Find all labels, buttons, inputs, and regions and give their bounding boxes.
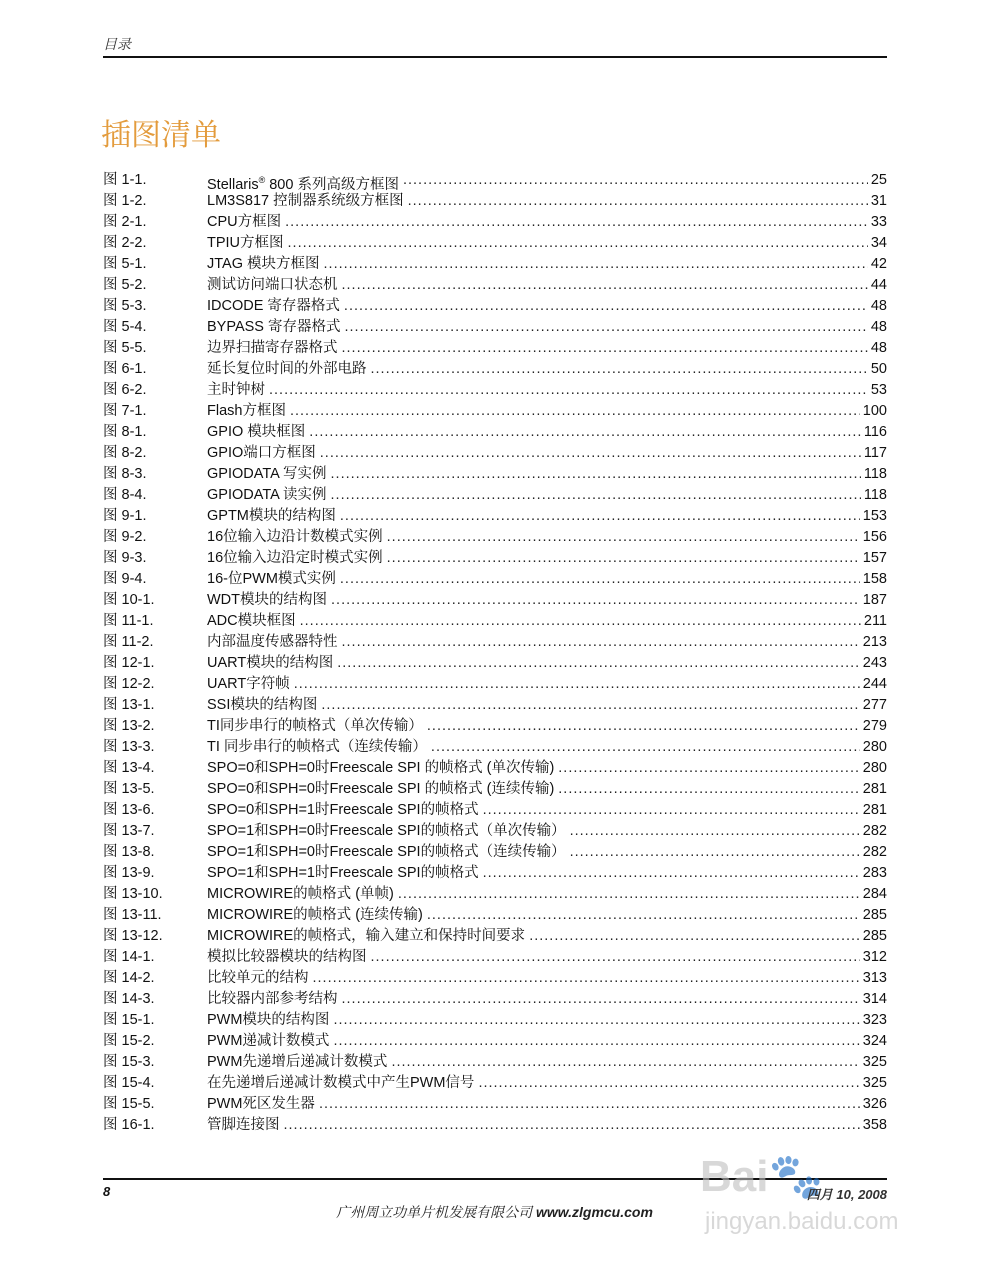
figure-page: 153 (862, 508, 887, 524)
figure-title (207, 842, 570, 863)
figure-entry[interactable] (103, 485, 887, 506)
figure-title-text: Stellaris (207, 176, 259, 193)
figure-entry[interactable] (103, 989, 887, 1010)
figure-title-text: 边界扫描寄存器格式 (207, 340, 338, 356)
figure-page: 324 (862, 1033, 887, 1049)
dot-leader (558, 779, 860, 800)
figure-number: 图 13-8. (103, 844, 155, 860)
dot-leader (342, 989, 860, 1010)
figure-title (207, 800, 483, 821)
figure-title (207, 590, 331, 611)
figure-title-text: Flash方框图 (207, 403, 286, 419)
figure-number: 图 9-1. (103, 508, 147, 524)
dot-leader (558, 758, 860, 779)
dot-leader (340, 569, 860, 590)
figure-entry[interactable] (103, 947, 887, 968)
figure-number: 图 15-2. (103, 1033, 155, 1049)
figure-title (207, 758, 558, 779)
figure-number: 图 1-2. (103, 193, 147, 209)
figure-title-text: 比较单元的结构 (207, 970, 309, 986)
figure-entry[interactable] (103, 422, 887, 443)
figure-number: 图 15-5. (103, 1096, 155, 1112)
figure-list (103, 170, 887, 1136)
figure-number: 图 5-2. (103, 277, 147, 293)
dot-leader (478, 1073, 859, 1094)
figure-title (207, 1073, 478, 1094)
figure-title (207, 548, 387, 569)
figure-title-text: 在先递增后递减计数模式中产生PWM信号 (207, 1075, 475, 1091)
figure-number: 图 5-3. (103, 298, 147, 314)
figure-page: 358 (862, 1117, 887, 1133)
figure-title-text: SPO=0和SPH=0时Freescale SPI 的帧格式 (单次传输) (207, 760, 555, 776)
figure-title (207, 275, 342, 296)
page-number: 8 (103, 1184, 111, 1199)
dot-leader (387, 527, 860, 548)
figure-number: 图 13-12. (103, 928, 163, 944)
figure-page: 326 (862, 1096, 887, 1112)
figure-title (207, 716, 427, 737)
figure-title (207, 422, 309, 443)
header-rule (103, 56, 887, 58)
dot-leader (333, 1031, 859, 1052)
figure-title-text: SPO=0和SPH=1时Freescale SPI的帧格式 (207, 802, 479, 818)
figure-number: 图 12-2. (103, 676, 155, 692)
figure-title-text: SSI模块的结构图 (207, 697, 318, 713)
figure-number: 图 13-2. (103, 718, 155, 734)
figure-title (207, 737, 431, 758)
figure-page: 280 (862, 739, 887, 755)
dot-leader (294, 674, 860, 695)
figure-number: 图 6-1. (103, 361, 147, 377)
figure-title (207, 191, 408, 212)
dot-leader (403, 170, 868, 191)
dot-leader (337, 653, 860, 674)
figure-title-text: 测试访问端口状态机 (207, 277, 338, 293)
figure-page: 282 (862, 823, 887, 839)
figure-entry[interactable] (103, 737, 887, 758)
figure-number: 图 16-1. (103, 1117, 155, 1133)
figure-title-text: SPO=0和SPH=0时Freescale SPI 的帧格式 (连续传输) (207, 781, 555, 797)
figure-title (207, 233, 288, 254)
dot-leader (427, 716, 860, 737)
figure-page: 244 (862, 676, 887, 692)
figure-page: 280 (862, 760, 887, 776)
figure-entry[interactable] (103, 863, 887, 884)
figure-title (207, 611, 300, 632)
figure-page: 277 (862, 697, 887, 713)
figure-entry[interactable] (103, 779, 887, 800)
figure-entry[interactable] (103, 506, 887, 527)
figure-entry[interactable] (103, 527, 887, 548)
figure-title-text: MICROWIRE的帧格式 (单帧) (207, 886, 394, 902)
figure-title-text: BYPASS 寄存器格式 (207, 319, 341, 335)
figure-title-text: IDCODE 寄存器格式 (207, 298, 340, 314)
figure-number: 图 9-2. (103, 529, 147, 545)
figure-title (207, 254, 324, 275)
figure-number: 图 8-3. (103, 466, 147, 482)
dot-leader (324, 254, 868, 275)
figure-title-text: UART字符帧 (207, 676, 290, 692)
figure-page: 243 (862, 655, 887, 671)
figure-page: 281 (862, 781, 887, 797)
figure-number: 图 8-4. (103, 487, 147, 503)
figure-page: 157 (862, 550, 887, 566)
figure-page: 33 (870, 214, 887, 230)
figure-title-text: 管脚连接图 (207, 1117, 280, 1133)
company-url[interactable]: www.zlgmcu.com (535, 1204, 653, 1220)
figure-entry[interactable] (103, 716, 887, 737)
figure-entry[interactable] (103, 842, 887, 863)
figure-entry[interactable] (103, 632, 887, 653)
figure-title (207, 968, 313, 989)
figure-title (207, 779, 558, 800)
figure-page: 313 (862, 970, 887, 986)
figure-title-text: ADC模块框图 (207, 613, 296, 629)
figure-page: 116 (863, 424, 887, 440)
figure-title (207, 1115, 284, 1136)
figure-number: 图 14-3. (103, 991, 155, 1007)
dot-leader (290, 401, 860, 422)
header-section: 目录 (103, 36, 131, 52)
figure-title-text: 16-位PWM模式实例 (207, 571, 336, 587)
figure-title (207, 506, 340, 527)
dot-leader (269, 380, 868, 401)
dot-leader (408, 191, 868, 212)
figure-page: 44 (870, 277, 887, 293)
figure-entry[interactable] (103, 653, 887, 674)
dot-leader (331, 485, 861, 506)
figure-entry[interactable] (103, 1052, 887, 1073)
figure-page: 187 (862, 592, 887, 608)
figure-entry[interactable] (103, 695, 887, 716)
figure-number: 图 10-1. (103, 592, 155, 608)
figure-title-text: PWM模块的结构图 (207, 1012, 330, 1028)
figure-number: 图 8-2. (103, 445, 147, 461)
dot-leader (483, 800, 860, 821)
dot-leader (342, 338, 868, 359)
figure-title-text: MICROWIRE的帧格式，输入建立和保持时间要求 (207, 928, 526, 944)
dot-leader (371, 947, 860, 968)
figure-title-text: TPIU方框图 (207, 235, 284, 251)
figure-page: 117 (863, 445, 887, 461)
figure-entry[interactable] (103, 674, 887, 695)
figure-title-text: 16位输入边沿定时模式实例 (207, 550, 383, 566)
figure-entry[interactable] (103, 884, 887, 905)
dot-leader (529, 926, 860, 947)
figure-page: 48 (870, 319, 887, 335)
dot-leader (342, 632, 860, 653)
figure-title-text: WDT模块的结构图 (207, 592, 328, 608)
figure-title-text: 延长复位时间的外部电路 (207, 361, 367, 377)
figure-number: 图 13-10. (103, 886, 163, 902)
figure-entry[interactable] (103, 569, 887, 590)
figure-title (207, 569, 340, 590)
figure-title (207, 947, 371, 968)
figure-title (207, 821, 570, 842)
figure-entry[interactable] (103, 1031, 887, 1052)
figure-title (207, 653, 337, 674)
figure-number: 图 7-1. (103, 403, 147, 419)
footer-company (0, 1202, 989, 1222)
figure-title-text: 16位输入边沿计数模式实例 (207, 529, 383, 545)
figure-entry[interactable] (103, 401, 887, 422)
dot-leader (331, 464, 861, 485)
figure-entry[interactable] (103, 170, 887, 191)
figure-number: 图 9-3. (103, 550, 147, 566)
figure-number: 图 5-1. (103, 256, 147, 272)
figure-title-text: PWM递减计数模式 (207, 1033, 330, 1049)
dot-leader (570, 821, 860, 842)
dot-leader (483, 863, 860, 884)
figure-page: 118 (863, 466, 887, 482)
figure-page: 213 (862, 634, 887, 650)
dot-leader (285, 212, 868, 233)
figure-title-text: 内部温度传感器特性 (207, 634, 338, 650)
figure-title (207, 296, 344, 317)
figure-title (207, 527, 387, 548)
figure-number: 图 15-3. (103, 1054, 155, 1070)
dot-leader (288, 233, 868, 254)
dot-leader (321, 695, 859, 716)
figure-page: 34 (870, 235, 887, 251)
figure-page: 156 (862, 529, 887, 545)
figure-number: 图 15-1. (103, 1012, 155, 1028)
figure-page: 281 (862, 802, 887, 818)
dot-leader (344, 296, 868, 317)
figure-entry[interactable] (103, 212, 887, 233)
dot-leader (371, 359, 868, 380)
figure-title (207, 1031, 333, 1052)
figure-title (207, 317, 344, 338)
dot-leader (342, 275, 868, 296)
figure-page: 312 (862, 949, 887, 965)
figure-title (207, 464, 331, 485)
figure-title-text: JTAG 模块方框图 (207, 256, 320, 272)
figure-title-text: PWM先递增后递减计数模式 (207, 1054, 388, 1070)
watermark-logo: Bai🐾 (700, 1152, 824, 1201)
figure-number: 图 13-7. (103, 823, 155, 839)
figure-title-text: GPIODATA 读实例 (207, 487, 327, 503)
figure-number: 图 1-1. (103, 172, 147, 188)
figure-entry[interactable] (103, 926, 887, 947)
figure-number: 图 6-2. (103, 382, 147, 398)
figure-page: 211 (863, 613, 887, 629)
watermark-url: jingyan.baidu.com (705, 1208, 899, 1235)
dot-leader (398, 884, 860, 905)
figure-title-text: LM3S817 控制器系统级方框图 (207, 193, 404, 209)
figure-title (207, 1094, 319, 1115)
registered-mark: ® (258, 175, 266, 185)
figure-entry[interactable] (103, 338, 887, 359)
figure-page: 53 (870, 382, 887, 398)
figure-page: 158 (862, 571, 887, 587)
figure-number: 图 8-1. (103, 424, 147, 440)
dot-leader (340, 506, 860, 527)
figure-number: 图 13-9. (103, 865, 155, 881)
figure-page: 323 (862, 1012, 887, 1028)
figure-entry[interactable] (103, 359, 887, 380)
figure-number: 图 11-1. (103, 613, 154, 629)
dot-leader (331, 590, 860, 611)
dot-leader (391, 1052, 859, 1073)
figure-page: 283 (862, 865, 887, 881)
figure-title-text: UART模块的结构图 (207, 655, 334, 671)
figure-entry[interactable] (103, 905, 887, 926)
figure-number: 图 5-5. (103, 340, 147, 356)
figure-title-text: SPO=1和SPH=1时Freescale SPI的帧格式 (207, 865, 479, 881)
figure-page: 279 (862, 718, 887, 734)
figure-number: 图 13-6. (103, 802, 155, 818)
dot-leader (284, 1115, 860, 1136)
dot-leader (431, 737, 860, 758)
figure-page: 314 (862, 991, 887, 1007)
dot-leader (387, 548, 860, 569)
figure-number: 图 13-11. (103, 907, 162, 923)
figure-entry[interactable] (103, 1010, 887, 1031)
figure-title-text: GPTM模块的结构图 (207, 508, 336, 524)
figure-title (207, 1010, 333, 1031)
dot-leader (313, 968, 860, 989)
figure-number: 图 11-2. (103, 634, 154, 650)
figure-page: 118 (863, 487, 887, 503)
footer-date: 四月 10, 2008 (806, 1187, 887, 1202)
figure-title-text: SPO=1和SPH=0时Freescale SPI的帧格式（单次传输） (207, 823, 566, 839)
figure-title (207, 338, 342, 359)
figure-title (207, 380, 269, 401)
figure-entry[interactable] (103, 464, 887, 485)
figure-number: 图 13-5. (103, 781, 155, 797)
figure-title-text: CPU方框图 (207, 214, 282, 230)
figure-title (207, 443, 320, 464)
figure-title-text: PWM死区发生器 (207, 1096, 315, 1112)
figure-page: 282 (862, 844, 887, 860)
figure-page: 48 (870, 298, 887, 314)
figure-title-text: GPIODATA 写实例 (207, 466, 327, 482)
dot-leader (319, 1094, 860, 1115)
figure-title-text: SPO=1和SPH=0时Freescale SPI的帧格式（连续传输） (207, 844, 566, 860)
figure-title (207, 863, 483, 884)
figure-entry[interactable] (103, 800, 887, 821)
figure-number: 图 14-1. (103, 949, 155, 965)
figure-title (207, 632, 342, 653)
figure-number: 图 2-2. (103, 235, 147, 251)
figure-title (207, 212, 285, 233)
figure-title (207, 989, 342, 1010)
figure-page: 48 (870, 340, 887, 356)
figure-title-text: 模拟比较器模块的结构图 (207, 949, 367, 965)
figure-entry[interactable] (103, 443, 887, 464)
figure-number: 图 13-4. (103, 760, 155, 776)
figure-title-rest: 800 系列高级方框图 (265, 176, 399, 193)
figure-entry[interactable] (103, 968, 887, 989)
figure-page: 42 (870, 256, 887, 272)
figure-number: 图 14-2. (103, 970, 155, 986)
dot-leader (300, 611, 861, 632)
figure-entry[interactable] (103, 254, 887, 275)
figure-page: 325 (862, 1075, 887, 1091)
figure-title-text: TI同步串行的帧格式（单次传输） (207, 718, 423, 734)
dot-leader (570, 842, 860, 863)
figure-page: 25 (870, 172, 887, 188)
dot-leader (427, 905, 860, 926)
figure-entry[interactable] (103, 1115, 887, 1136)
figure-entry[interactable] (103, 1094, 887, 1115)
figure-entry[interactable] (103, 380, 887, 401)
figure-entry[interactable] (103, 590, 887, 611)
figure-title (207, 170, 403, 191)
figure-title (207, 359, 371, 380)
figure-page: 31 (870, 193, 887, 209)
figure-title-text: MICROWIRE的帧格式 (连续传输) (207, 907, 423, 923)
figure-title-text: GPIO端口方框图 (207, 445, 316, 461)
dot-leader (320, 443, 861, 464)
figure-page: 50 (870, 361, 887, 377)
figure-number: 图 13-1. (103, 697, 155, 713)
figure-entry[interactable] (103, 275, 887, 296)
figure-number: 图 13-3. (103, 739, 155, 755)
figure-entry[interactable] (103, 296, 887, 317)
figure-title (207, 695, 321, 716)
figure-title (207, 1052, 391, 1073)
figure-title (207, 905, 427, 926)
figure-page: 285 (862, 928, 887, 944)
figure-title (207, 674, 294, 695)
figure-title (207, 401, 290, 422)
figure-number: 图 2-1. (103, 214, 147, 230)
dot-leader (333, 1010, 859, 1031)
figure-title (207, 485, 331, 506)
figure-title-text: 主时钟树 (207, 382, 265, 398)
figure-title-text: GPIO 模块框图 (207, 424, 306, 440)
page-title: 插图清单 (101, 118, 221, 153)
figure-number: 图 12-1. (103, 655, 155, 671)
figure-page: 285 (862, 907, 887, 923)
figure-entry[interactable] (103, 548, 887, 569)
figure-entry[interactable] (103, 821, 887, 842)
company-name: 广州周立功单片机发展有限公司 (336, 1204, 533, 1220)
figure-title-text: TI 同步串行的帧格式（连续传输） (207, 739, 427, 755)
figure-entry[interactable] (103, 233, 887, 254)
dot-leader (344, 317, 867, 338)
figure-entry[interactable] (103, 758, 887, 779)
figure-title (207, 884, 398, 905)
figure-number: 图 9-4. (103, 571, 147, 587)
figure-entry[interactable] (103, 1073, 887, 1094)
dot-leader (309, 422, 861, 443)
figure-entry[interactable] (103, 191, 887, 212)
figure-page: 325 (862, 1054, 887, 1070)
figure-entry[interactable] (103, 611, 887, 632)
figure-entry[interactable] (103, 317, 887, 338)
figure-number: 图 15-4. (103, 1075, 155, 1091)
figure-title (207, 926, 529, 947)
figure-page: 284 (862, 886, 887, 902)
figure-title-text: 比较器内部参考结构 (207, 991, 338, 1007)
figure-page: 100 (862, 403, 887, 419)
figure-number: 图 5-4. (103, 319, 147, 335)
